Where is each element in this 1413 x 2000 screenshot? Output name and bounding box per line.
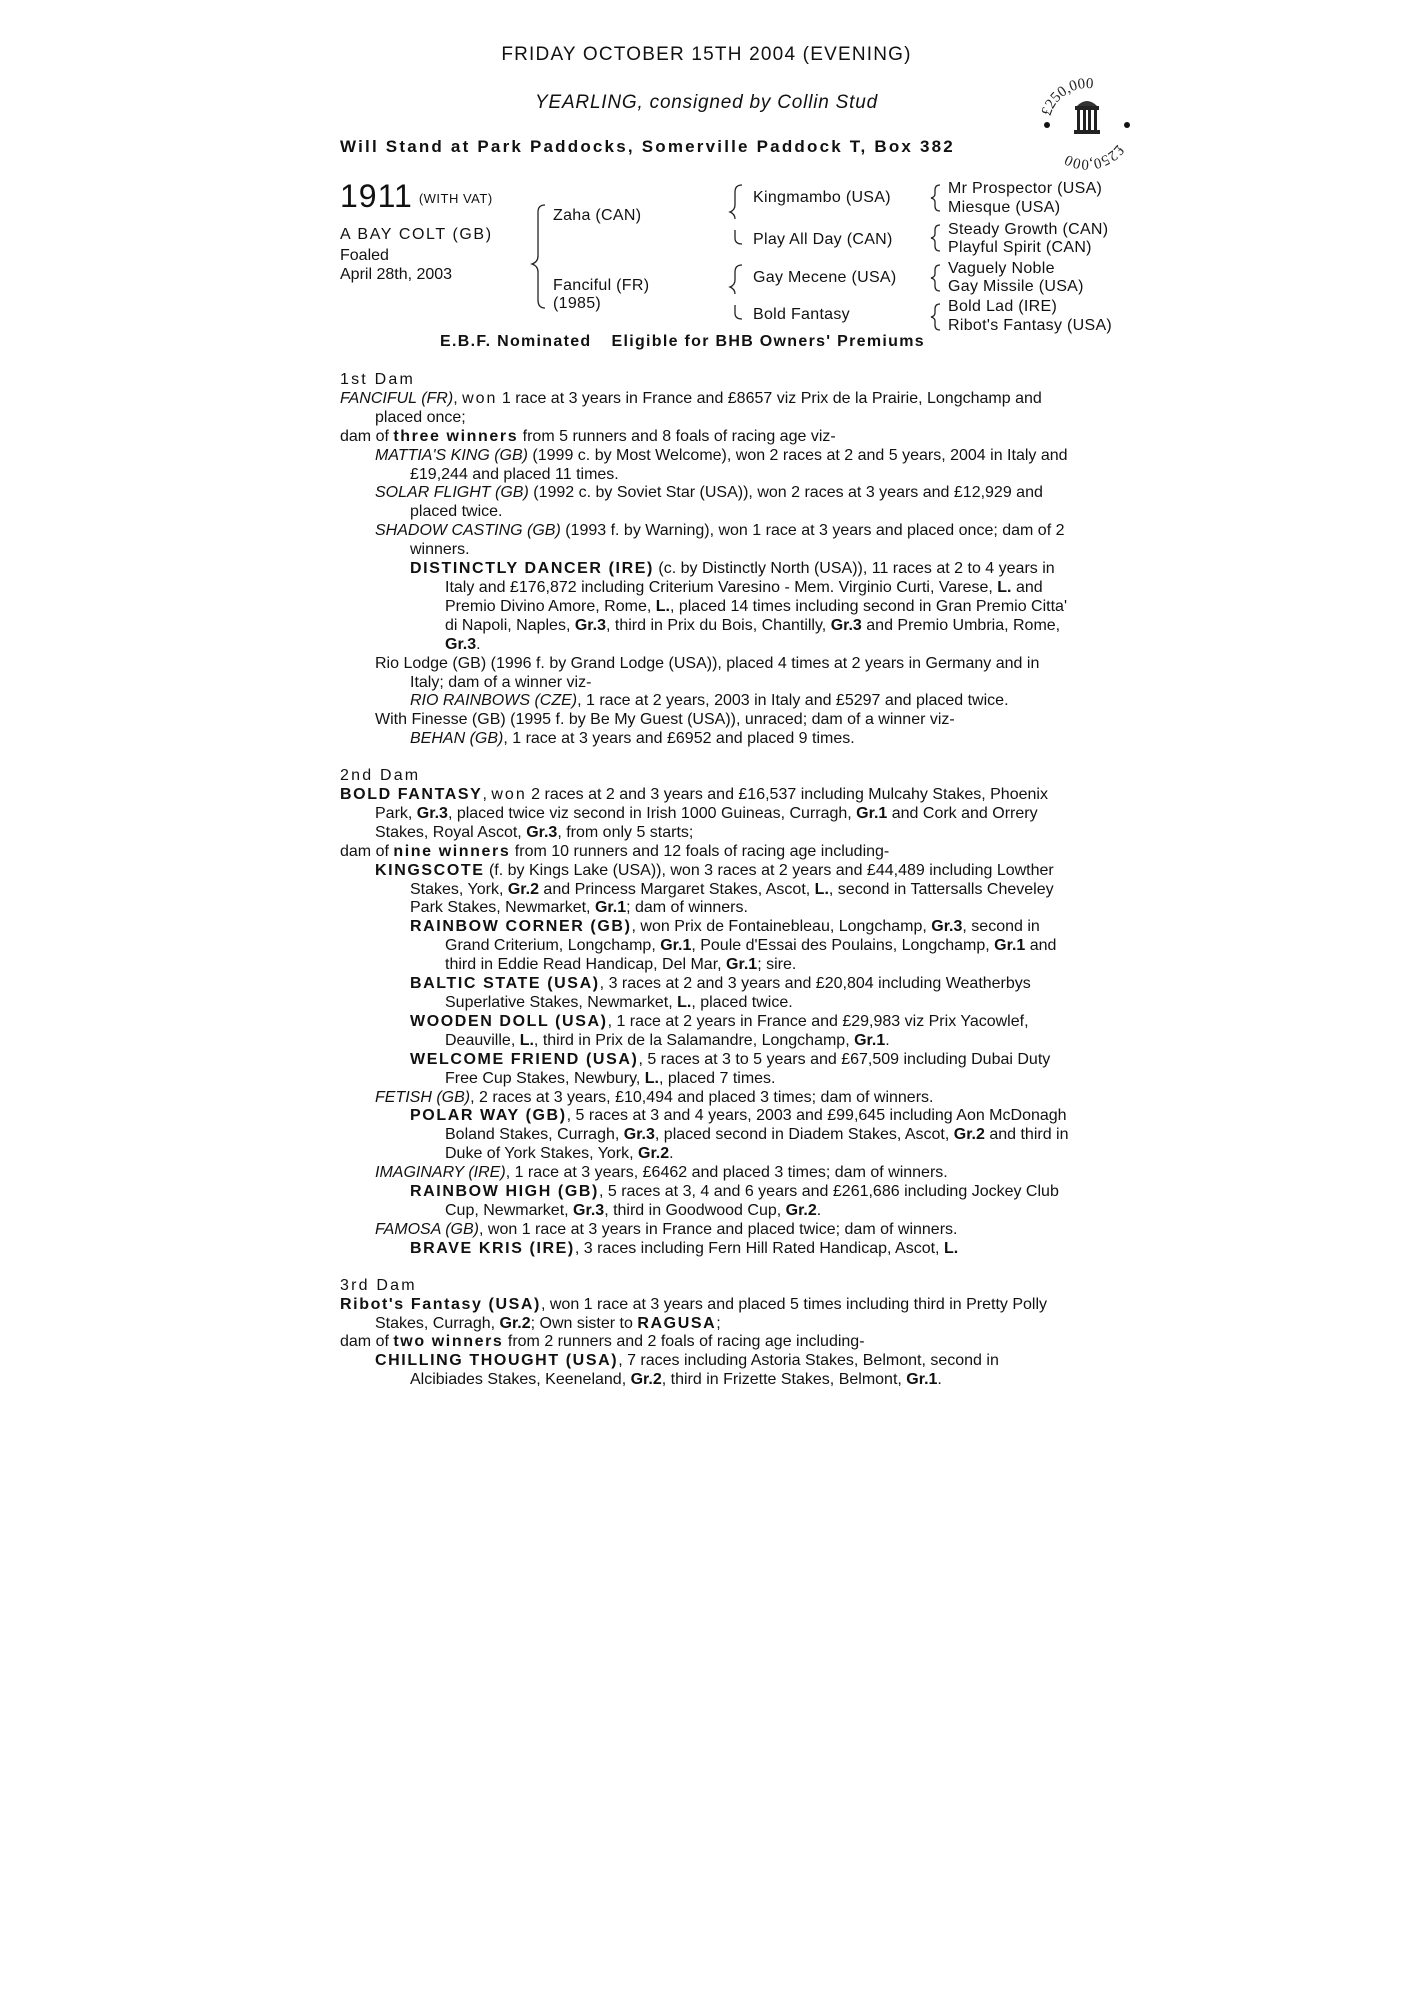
produce-entry: IMAGINARY (IRE), 1 race at 3 years, £6462 and placed 3 times; dam of winners. [375,1164,948,1182]
produce-entry: BRAVE KRIS (IRE), 3 races including Fern Hill Rated Handicap, Ascot, L. [410,1239,959,1257]
nomination-line [440,333,945,351]
produce-entry: With Finesse (GB) (1995 f. by Be My Guest (USA)), unraced; dam of a winner viz- [375,711,955,729]
stand-location: Will Stand at Park Paddocks, Somerville Paddock T, Box 382 [340,137,955,156]
produce-record [340,371,1075,1390]
produce-entry: FAMOSA (GB), won 1 race at 3 years in France and placed twice; dam of winners. [375,1220,958,1238]
pedigree-dam-sire: Gay Mecene (USA) [753,269,897,286]
pedigree-dam: Fanciful (FR) [553,277,650,294]
consignment-line: YEARLING, consigned by Collin Stud [535,92,878,113]
pedigree-dam-year: (1985) [553,295,602,312]
pedigree-g2: Miesque (USA) [948,199,1061,216]
produce-entry: WELCOME FRIEND (USA), 5 races at 3 to 5 years and £67,509 including Dubai Duty Free Cup Stakes, Newbury, L., placed 7 times. [410,1050,1051,1087]
third-dam-heading: 3rd Dam [340,1276,417,1294]
produce-entry: SOLAR FLIGHT (GB) (1992 c. by Soviet Star (USA)), won 2 races at 3 years and £12,929 and placed twice. [375,484,1043,521]
vat-note: (WITH VAT) [418,191,493,206]
produce-entry: CHILLING THOUGHT (USA), 7 races including Astoria Stakes, Belmont, second in Alcibiades Stakes, Keeneland, Gr.2, third in Frizette Stakes, Belmont, Gr.1. [375,1352,999,1389]
second-dam-heading: 2nd Dam [340,767,421,785]
pedigree-g7: Bold Lad (IRE) [948,298,1058,315]
second-dam-produce-summary: dam of nine winners from 10 runners and 12 foals of racing age including- [340,842,890,860]
produce-entry: RAINBOW CORNER (GB), won Prix de Fontainebleau, Longchamp, Gr.3, second in Grand Criterium, Longchamp, Gr.1, Poule d'Essai des Poulains, Longchamp, Gr.1 and third in Eddie Read Handicap, Del Mar, Gr.1; sire. [410,918,1057,974]
foaled-label: Foaled [340,247,389,264]
produce-entry: WOODEN DOLL (USA), 1 race at 2 years in France and £29,983 viz Prix Yacowlef, Deauville, L., third in Prix de la Salamandre, Longchamp, Gr.1. [410,1012,1029,1049]
pedigree-sire: Zaha (CAN) [553,207,642,224]
pedigree-g8: Ribot's Fantasy (USA) [948,317,1113,334]
produce-entry: DISTINCTLY DANCER (IRE) (c. by Distinctly North (USA)), 11 races at 2 to 4 years in Italy and £176,872 including Criterium Varesino - Mem. Virginio Curti, Varese, L. and Premio Divino Amore, Rome, L., placed 14 times including second in Gran Premio Citta' di Napoli, Naples, Gr.3, third in Prix du Bois, Chantilly, Gr.3 and Premio Umbria, Rome, Gr.3. [410,560,1067,653]
foaled-date: April 28th, 2003 [340,266,453,283]
ebf-nominated: E.B.F. Nominated [440,333,592,350]
produce-entry: POLAR WAY (GB), 5 races at 3 and 4 years, 2003 and £99,645 including Aon McDonagh Boland Stakes, Curragh, Gr.3, placed second in Diadem Stakes, Ascot, Gr.2 and third in Duke of York Stakes, York, Gr.2. [410,1107,1069,1163]
second-dam-summary: BOLD FANTASY, won 2 races at 2 and 3 years and £16,537 including Mulcahy Stakes, Phoenix Park, Gr.3, placed twice viz second in Irish 1000 Guineas, Curragh, Gr.1 and Cork and Orrery Stakes, Royal Ascot, Gr.3, from only 5 starts; [340,786,1048,841]
seal-text-bottom: £250,000 [1062,141,1127,170]
pedigree-dam-dam: Bold Fantasy [753,306,850,323]
pedigree-sire-sire: Kingmambo (USA) [753,189,891,206]
pedigree-g5: Vaguely Noble [948,260,1055,277]
produce-entry: SHADOW CASTING (GB) (1993 f. by Warning), won 1 race at 3 years and placed once; dam of 2 winners. [375,522,1065,559]
pedigree-g4: Playful Spirit (CAN) [948,239,1092,256]
produce-entry: BALTIC STATE (USA), 3 races at 2 and 3 years and £20,804 including Weatherbys Superlative Stakes, Newmarket, L., placed twice. [410,975,1031,1011]
pedigree-braces [0,0,1413,340]
bhb-eligible: Eligible for BHB Owners' Premiums [611,333,925,350]
seal-text-top: £250,000 [1038,75,1094,118]
third-dam-summary: Ribot's Fantasy (USA), won 1 race at 3 years and placed 5 times including third in Pretty Polly Stakes, Curragh, Gr.2; Own sister to RAGUSA; [340,1295,1048,1332]
pedigree-g3: Steady Growth (CAN) [948,221,1109,238]
produce-entry: FETISH (GB), 2 races at 3 years, £10,494 and placed 3 times; dam of winners. [375,1088,934,1106]
produce-entry: RAINBOW HIGH (GB), 5 races at 3, 4 and 6 years and £261,686 including Jockey Club Cup, Newmarket, Gr.3, third in Goodwood Cup, Gr.2. [410,1183,1059,1219]
lot-number-value: 1911 [340,178,413,214]
produce-entry: MATTIA'S KING (GB) (1999 c. by Most Welcome), won 2 races at 2 and 5 years, 2004 in Italy and £19,244 and placed 11 times. [375,446,1068,483]
produce-entry: KINGSCOTE (f. by Kings Lake (USA)), won 3 races at 2 years and £44,489 including Lowther Stakes, York, Gr.2 and Princess Margaret Stakes, Ascot, L., second in Tattersalls Cheveley Park Stakes, Newmarket, Gr.1; dam of winners. [375,861,1054,917]
sale-date: FRIDAY OCTOBER 15TH 2004 (EVENING) [501,44,912,65]
produce-entry: Rio Lodge (GB) (1996 f. by Grand Lodge (USA)), placed 4 times at 2 years in Germany and in Italy; dam of a winner viz- [375,654,1040,691]
first-dam-heading: 1st Dam [340,371,415,388]
pedigree-g6: Gay Missile (USA) [948,278,1084,295]
pedigree-g1: Mr Prospector (USA) [948,180,1103,197]
lot-description: A BAY COLT (GB) [340,226,493,243]
third-dam-produce-summary: dam of two winners from 2 runners and 2 foals of racing age including- [340,1333,865,1351]
first-dam-produce-summary: dam of three winners from 5 runners and 8 foals of racing age viz- [340,427,836,445]
first-dam-summary: FANCIFUL (FR), won 1 race at 3 years in France and £8657 viz Prix de la Prairie, Longchamp and placed once; [340,389,1042,426]
produce-entry: BEHAN (GB), 1 race at 3 years and £6952 and placed 9 times. [410,730,855,748]
pedigree-sire-dam: Play All Day (CAN) [753,231,893,248]
produce-entry: RIO RAINBOWS (CZE), 1 race at 2 years, 2003 in Italy and £5297 and placed twice. [410,692,1009,710]
